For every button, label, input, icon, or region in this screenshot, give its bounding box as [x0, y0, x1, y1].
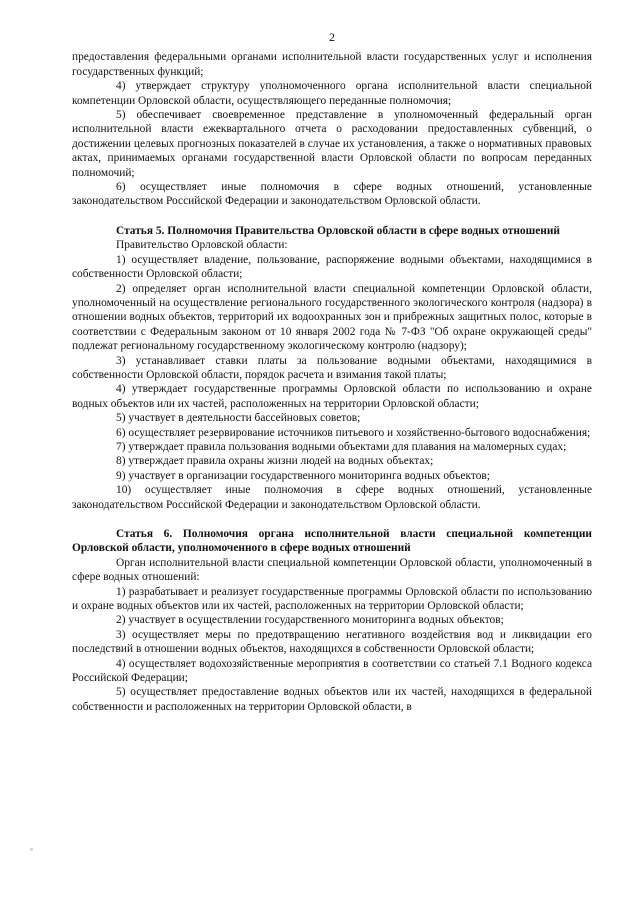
article-5-item-1: 1) осуществляет владение, пользование, распоряжение водными объектами, находящимися в собственности Орловской области;: [72, 253, 592, 281]
article-5-item-2: 2) определяет орган исполнительной власти специальной компетенции Орловской области, уполномоченный на осуществление регионального государственного экологического контроля (надзора) в отношении водных объектов, территорий их водоохранных зон и прибрежных защитных полос, которые в соответствии с Федеральным законом от 10 января 2002 года № 7-ФЗ "Об охране окружающей среды" подлежат региональному государственному экологическому контролю (надзору);: [72, 282, 592, 353]
article-6-item-1: 1) разрабатывает и реализует государственные программы Орловской области по использованию и охране водных объектов или их частей, расположенных на территории Орловской области;: [72, 585, 592, 613]
article-6-intro: Орган исполнительной власти специальной компетенции Орловской области, уполномоченный в сфере водных отношений:: [72, 556, 592, 584]
article-5-heading: Статья 5. Полномочия Правительства Орловской области в сфере водных отношений: [116, 224, 560, 237]
paragraph-continuation: предоставления федеральными органами исполнительной власти государственных услуг и исполнения государственных функций;: [72, 51, 592, 78]
article-5-item-4: 4) утверждает государственные программы Орловской области по использованию и охране водных объектов или их частей, расположенных на территории Орловской области;: [72, 383, 592, 410]
section-gap: [72, 209, 592, 224]
article-6-item-2: 2) участвует в осуществлении государственного мониторинга водных объектов;: [116, 614, 504, 627]
paragraph-item-5: 5) обеспечивает своевременное представление в уполномоченный федеральный орган исполнительной власти ежеквартального отчета о расходовании предоставленных субвенций, о достижении целевых прогнозных показателей в случае их установления, а также о нормативных правовых актах, принимаемых органами государственной власти Орловской области по вопросам переданных полномочий;: [72, 109, 592, 179]
article-6-item-3: 3) осуществляет меры по предотвращению негативного воздействия вод и ликвидации его последствий в отношении водных объектов, находящихся в собственности Орловской области;: [72, 628, 592, 656]
article-6-item-4: 4) осуществляет водохозяйственные мероприятия в соответствии со статьей 7.1 Водного кодекса Российской Федерации;: [72, 657, 592, 685]
article-6-heading: Статья 6. Полномочия органа исполнительной власти специальной компетенции Орловской области, уполномоченного в сфере водных отношений: [72, 528, 592, 555]
article-5-item-3: 3) устанавливает ставки платы за пользование водными объектами, находящимися в собственности Орловской области, порядок расчета и взимания такой платы;: [72, 354, 592, 381]
article-5-item-6: 6) осуществляет резервирование источников питьевого и хозяйственно-бытового водоснабжения;: [116, 426, 591, 439]
article-5-intro: Правительство Орловской области:: [116, 239, 288, 252]
article-5-item-10: 10) осуществляет иные полномочия в сфере водных отношений, установленные законодательством Российской Федерации и законодательством Орловской области.: [72, 484, 592, 511]
paragraph-item-6: 6) осуществляет иные полномочия в сфере водных отношений, установленные законодательством Российской Федерации и законодательством Орловской области.: [72, 181, 592, 208]
page-number: 2: [329, 30, 335, 44]
scan-speck: [30, 848, 33, 851]
paragraph-item-4: 4) утверждает структуру уполномоченного органа исполнительной власти специальной компетенции Орловской области, осуществляющего переданные полномочия;: [72, 80, 592, 107]
article-6-item-5: 5) осуществляет предоставление водных объектов или их частей, находящихся в федеральной собственности и расположенных на территории Орловской области, в: [72, 686, 592, 713]
article-5-item-7: 7) утверждает правила пользования водными объектами для плавания на маломерных судах;: [116, 440, 567, 453]
article-5-item-8: 8) утверждает правила охраны жизни людей на водных объектах;: [116, 455, 434, 468]
article-5-item-5: 5) участвует в деятельности бассейновых советов;: [116, 412, 361, 425]
section-gap: [72, 512, 592, 527]
article-5-item-9: 9) участвует в организации государственного мониторинга водных объектов;: [116, 469, 490, 482]
document-page: [72, 30, 592, 714]
